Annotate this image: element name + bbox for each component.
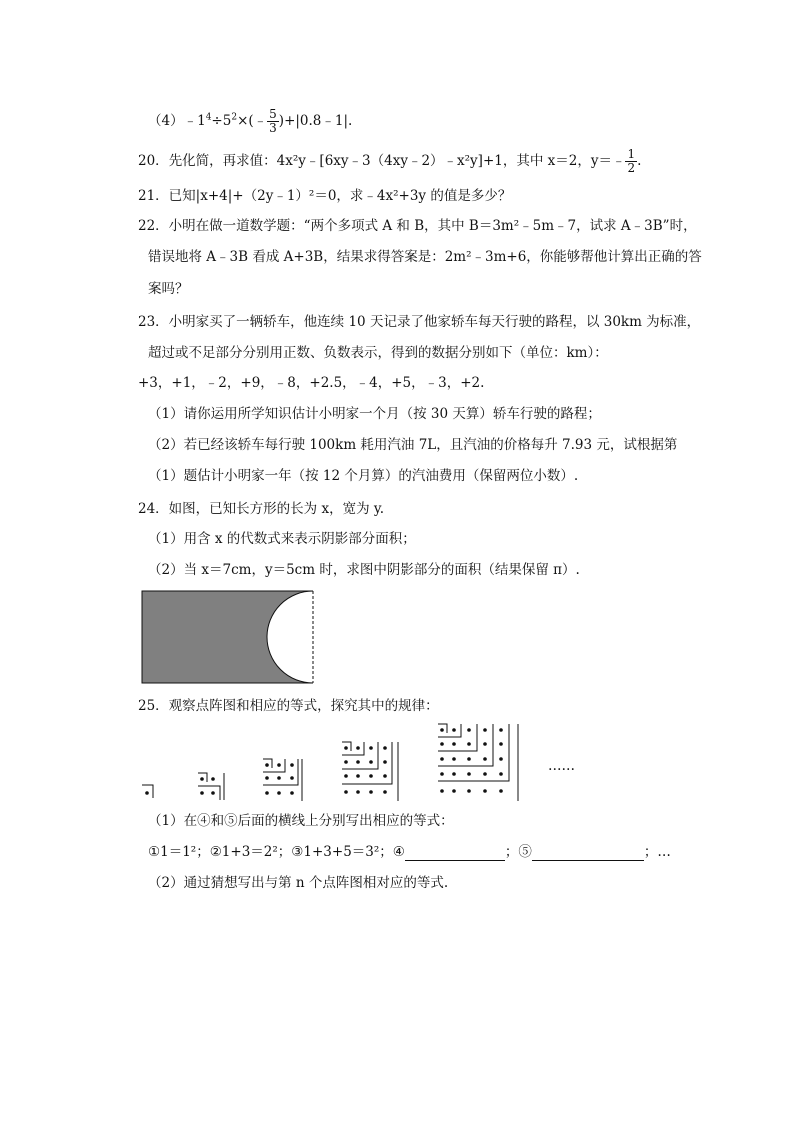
question-23-line1: 23．小明家买了一辆轿车，他连续 10 天记录了他家轿车每天行驶的路程，以 30km 为标准，	[138, 314, 701, 330]
question-25-sub2: （2）通过猜想写出与第 n 个点阵图相对应的等式.	[148, 875, 449, 891]
question-22-line1: 22．小明在做一道数学题：“两个多项式 A 和 B，其中 B＝3m²﹣5m﹣7，试求 A﹣3B”时，	[138, 218, 697, 234]
dot-array-figure-3	[261, 757, 307, 803]
question-23-sub2a: （2）若已经该轿车每行驶 100km 耗用汽油 7L，且汽油的价格每升 7.93 元，试根据第	[148, 437, 678, 453]
answer-blank-4[interactable]	[405, 846, 505, 861]
fraction-numerator: 1	[627, 147, 636, 161]
question-24-sub1: （1）用含 x 的代数式来表示阴影部分面积；	[148, 531, 416, 547]
question-21: 21．已知|x+4|+（2y﹣1）²＝0，求﹣4x²+3y 的值是多少？	[138, 188, 512, 204]
question-25-sub1: （1）在④和⑤后面的横线上分别写出相应的等式：	[148, 813, 454, 829]
expr-part: ﹣1	[183, 113, 206, 129]
equation-examples: ①1＝1²；②1+3＝2²；③1+3+5＝3²；④	[148, 844, 405, 860]
expr-part: ÷5	[211, 113, 232, 129]
question-text: 先化简，再求值：4x²y﹣[6xy﹣3（4xy﹣2）﹣x²y]+1，其中 x＝2，y＝﹣	[168, 153, 626, 169]
dot-array-figure-4	[340, 740, 406, 803]
fraction-denominator: 2	[627, 161, 636, 175]
fraction-numerator: 5	[269, 107, 277, 121]
fraction	[267, 108, 279, 135]
expr-part: )+|0.8﹣1|.	[278, 113, 353, 129]
dot-array-ellipsis: ……	[548, 758, 575, 774]
q19-part4-label: （4）	[148, 113, 184, 129]
question-number: 20．	[138, 153, 169, 169]
question-23-data: +3，+1，﹣2，+9，﹣8，+2.5，﹣4，+5，﹣3，+2.	[138, 375, 485, 391]
shaded-region	[142, 591, 313, 683]
question-23-sub2b: （1）题估计小明家一年（按 12 个月算）的汽油费用（保留两位小数）.	[148, 468, 579, 484]
question-24-sub2: （2）当 x＝7cm，y＝5cm 时，求图中阴影部分的面积（结果保留 π）.	[148, 562, 580, 578]
exponent: 2	[231, 112, 238, 123]
question-24-line1: 24．如图，已知长方形的长为 x，宽为 y.	[138, 501, 384, 517]
question-23-sub1: （1）请你运用所学知识估计小明家一个月（按 30 天算）轿车行驶的路程；	[148, 406, 601, 422]
question-22-line3: 案吗？	[148, 281, 189, 297]
question-25-line1: 25．观察点阵图和相应的等式，探究其中的规律：	[138, 698, 439, 714]
question-25-equations	[148, 843, 671, 861]
expr-part: ×(﹣	[237, 113, 268, 129]
dot-array-figure-5	[436, 722, 526, 803]
rectangle-semicircle-figure	[140, 589, 320, 685]
q19-part4	[148, 108, 352, 135]
answer-blank-5[interactable]	[532, 846, 644, 861]
separator: ；⑤	[504, 844, 532, 860]
dot-array-figure-1	[140, 783, 160, 803]
question-22-line2: 错误地将 A﹣3B 看成 A+3B，结果求得答案是：2m²﹣3m+6，你能够帮他计算出正确的答	[148, 249, 702, 265]
question-20	[138, 148, 641, 175]
dot-array-figure-2	[196, 771, 230, 803]
question-text: .	[637, 153, 642, 169]
exponent: 4	[205, 112, 212, 123]
fraction	[625, 148, 637, 175]
separator: ；…	[643, 844, 671, 860]
question-23-line2: 超过或不足部分分别用正数、负数表示，得到的数据分别如下（单位：km）：	[148, 345, 608, 361]
fraction-denominator: 3	[269, 121, 277, 135]
